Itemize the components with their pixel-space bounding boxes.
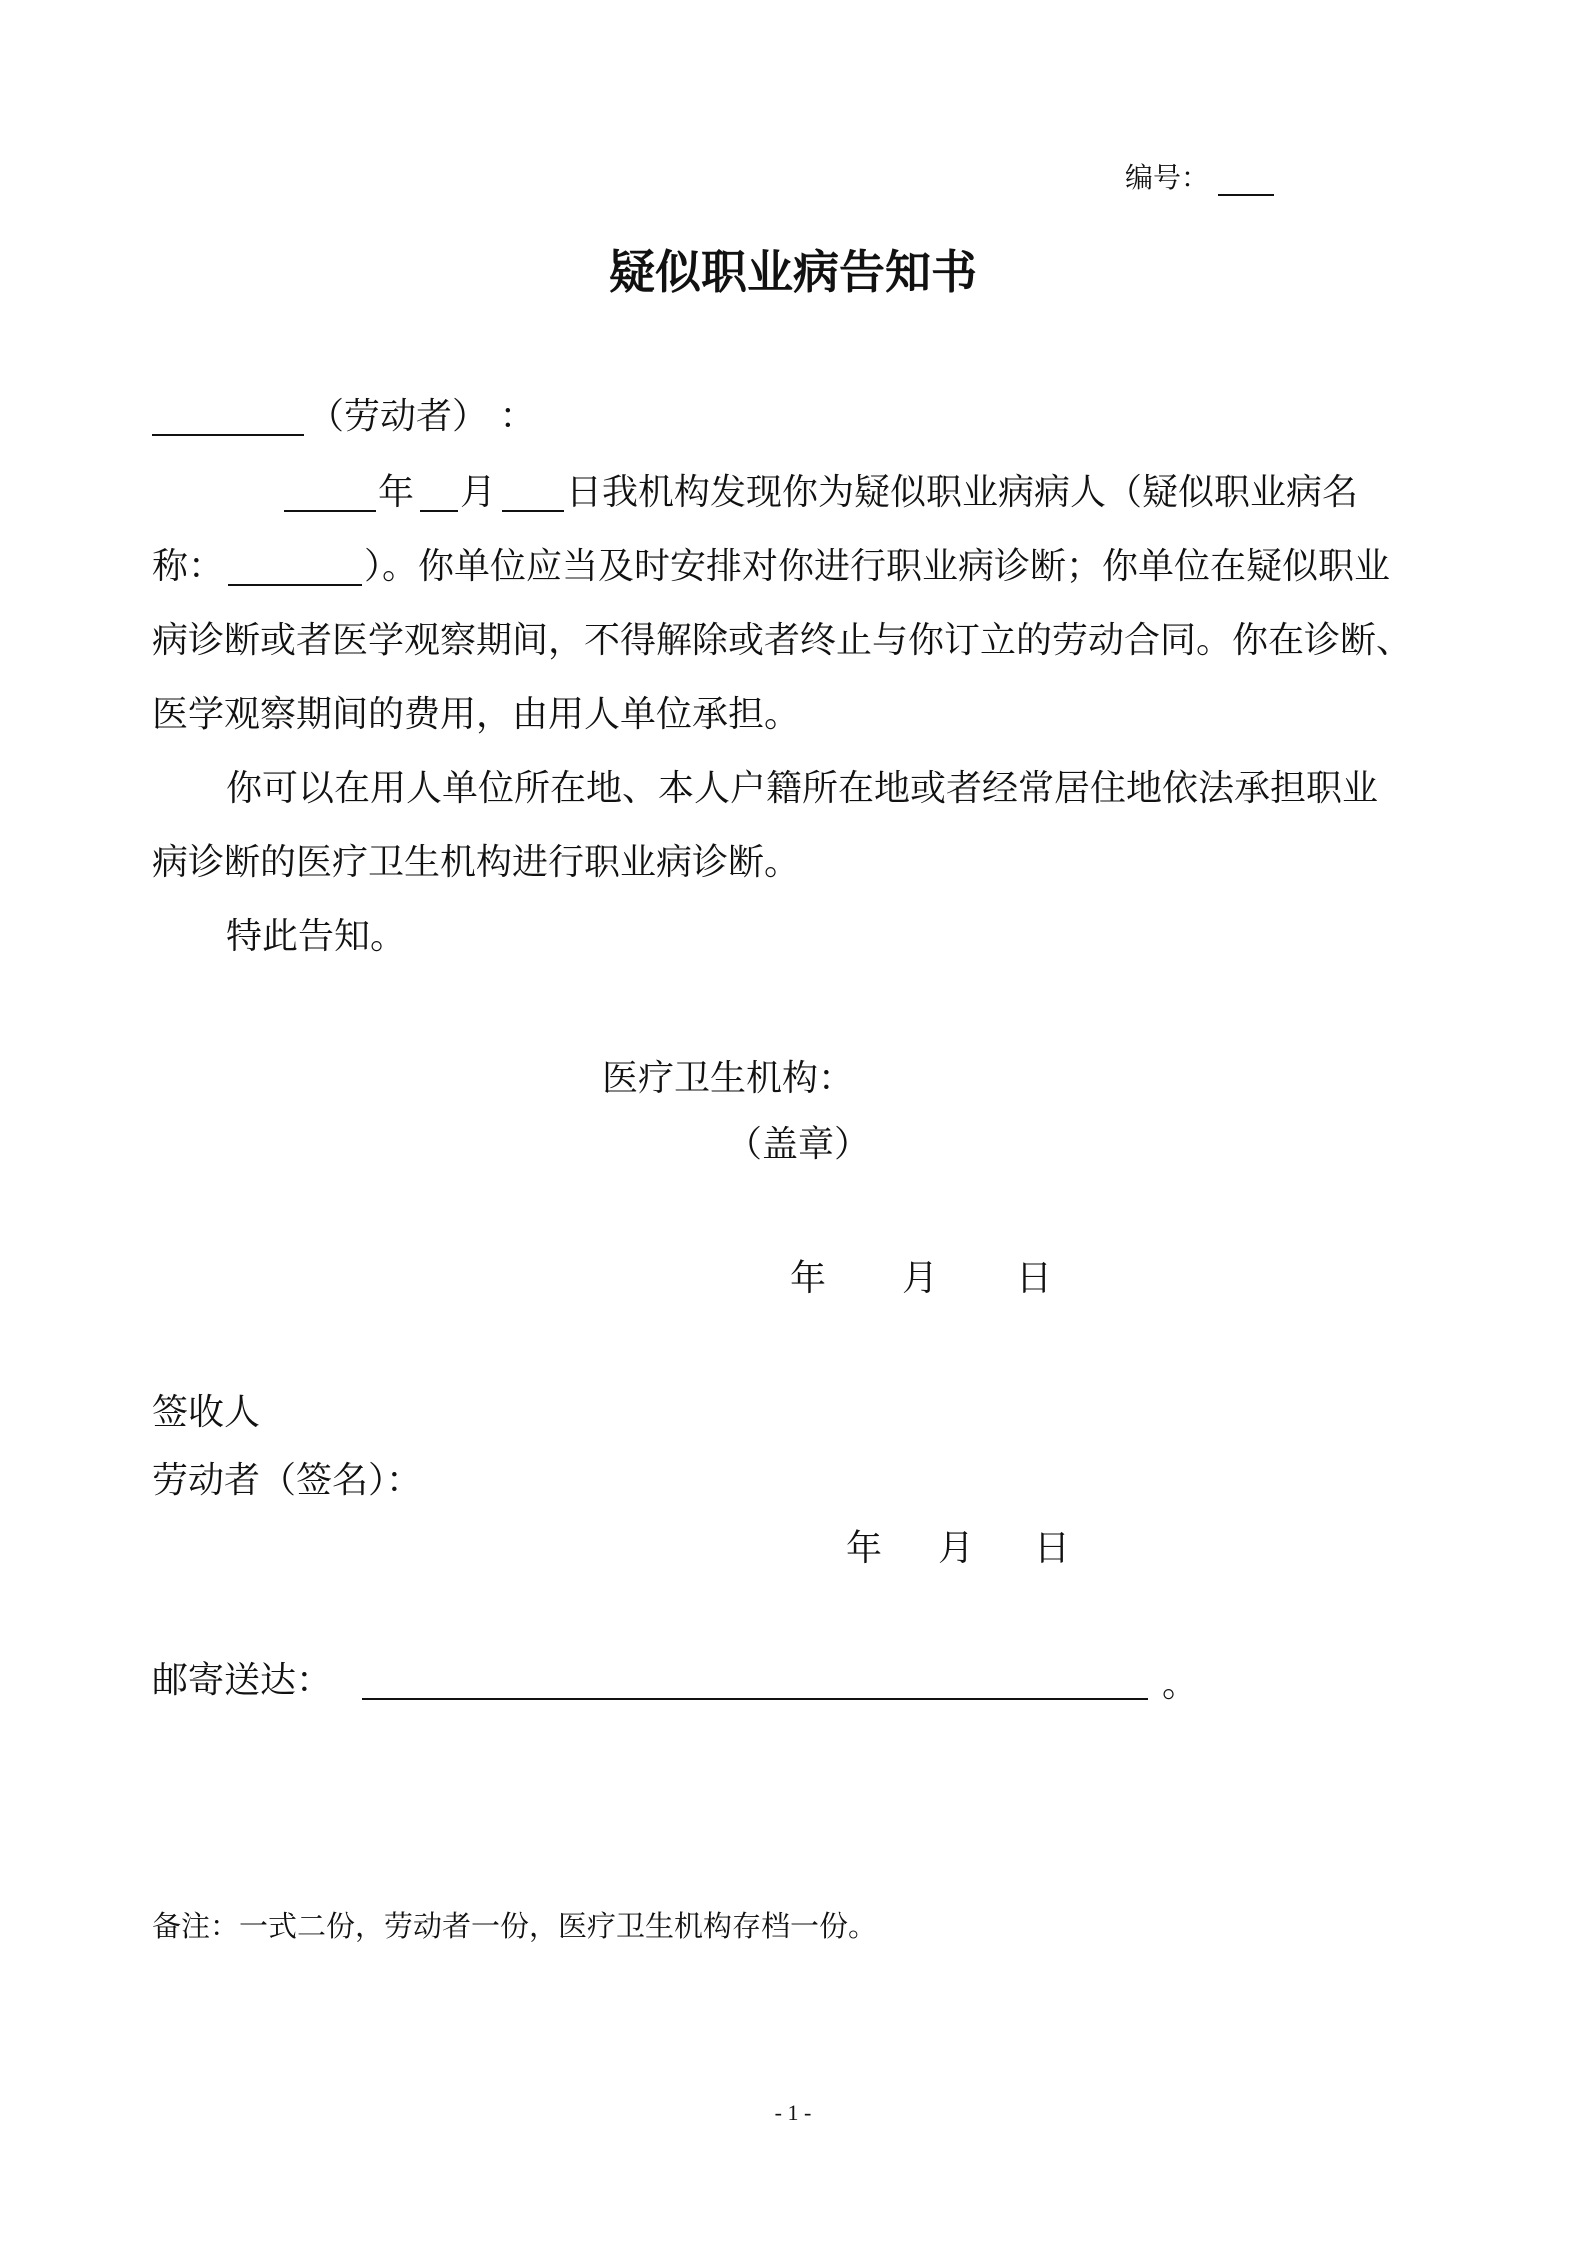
para1-month: 月 [460, 472, 497, 513]
para1-text-b: 称： [152, 546, 225, 587]
issuer-label: 医疗卫生机构： [602, 1058, 855, 1099]
signee-day: 日 [1034, 1528, 1071, 1569]
salutation-colon: ： [499, 396, 536, 437]
footnote: 备注：一式二份，劳动者一份，医疗卫生机构存档一份。 [152, 1909, 878, 1943]
page-number: - 1 - [774, 2100, 812, 2125]
issuer-year: 年 [790, 1258, 827, 1299]
para2-line1: 你可以在用人单位所在地、本人户籍所在地或者经常居住地依法承担职业 [226, 768, 1379, 809]
page-title: 疑似职业病告知书 [609, 245, 977, 299]
signee-label: 劳动者（签名）： [152, 1460, 423, 1501]
serial-blank [1218, 161, 1274, 196]
para1-text-e: 医学观察期间的费用，由用人单位承担。 [152, 694, 801, 735]
para2-line2: 病诊断的医疗卫生机构进行职业病诊断。 [152, 842, 801, 883]
serial-number [1125, 156, 1274, 196]
para1-year: 年 [378, 472, 415, 513]
signee-year: 年 [846, 1528, 883, 1569]
para1-text-a: 日我机构发现你为疑似职业病病人（疑似职业病名 [566, 472, 1359, 513]
para3: 特此告知。 [226, 916, 407, 957]
issuer-day: 日 [1016, 1258, 1053, 1299]
issuer-seal: （盖章） [726, 1124, 871, 1165]
signee-month: 月 [938, 1528, 975, 1569]
para1-text-d: 病诊断或者医学观察期间，不得解除或者终止与你订立的劳动合同。你在诊断、 [152, 620, 1413, 661]
month-blank [420, 510, 458, 512]
salutation [308, 388, 535, 439]
day-blank [502, 510, 564, 512]
mail-label: 邮寄送达： [152, 1660, 333, 1701]
serial-label: 编号： [1125, 161, 1210, 194]
year-blank [284, 510, 376, 512]
issuer-month: 月 [902, 1258, 939, 1299]
disease-name-blank [228, 584, 362, 586]
worker-name-blank [152, 434, 304, 436]
mail-end: 。 [1162, 1664, 1199, 1705]
signee-heading: 签收人 [152, 1392, 261, 1433]
mail-address-blank [362, 1698, 1148, 1700]
para1-text-c: ）。你单位应当及时安排对你进行职业病诊断；你单位在疑似职业 [364, 546, 1391, 587]
salutation-role: （劳动者） [308, 396, 489, 437]
